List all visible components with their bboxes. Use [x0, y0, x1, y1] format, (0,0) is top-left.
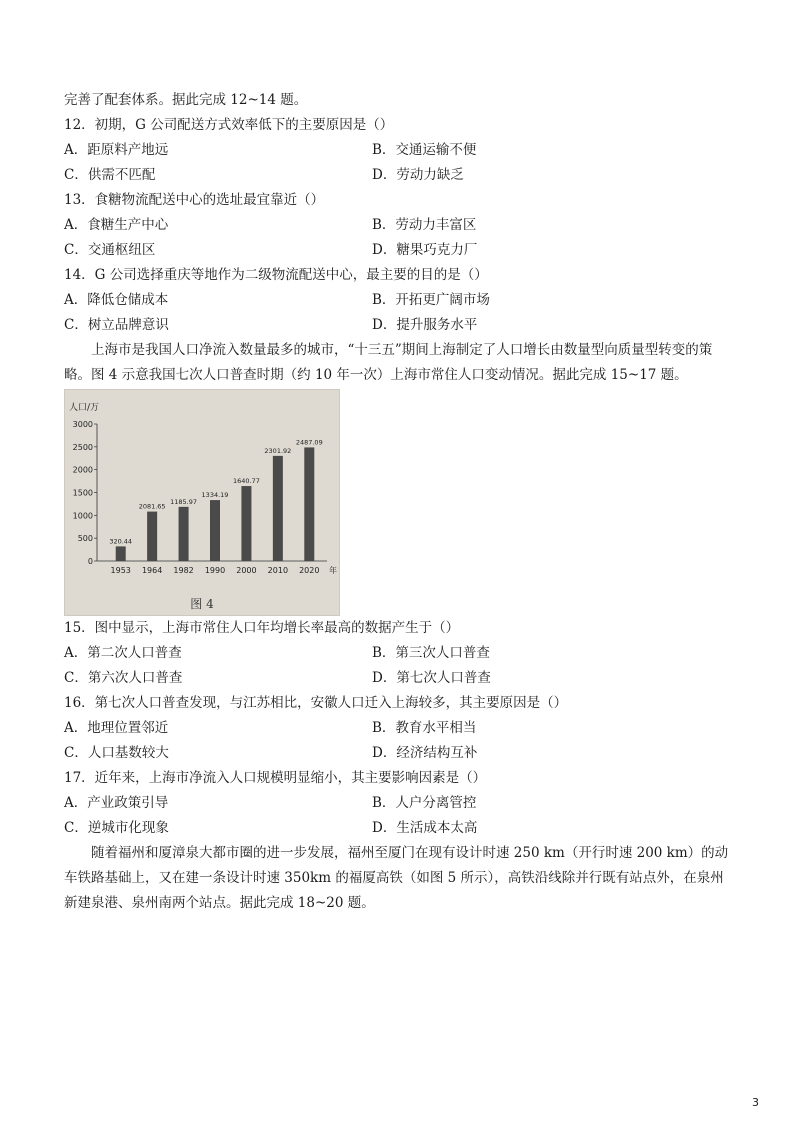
y-tick-label: 2000: [72, 465, 93, 475]
bar-1953: [116, 546, 126, 561]
value-label-2010: 2301.92: [264, 446, 292, 455]
value-label-1964: 2081.65: [138, 502, 166, 511]
bar-1964: [147, 512, 157, 561]
question-14-option-d: D．提升服务水平: [372, 317, 478, 333]
question-13-option-c: C．交通枢纽区: [64, 242, 156, 258]
y-tick-label: 0: [87, 557, 93, 566]
y-tick-label: 1000: [72, 511, 93, 521]
y-axis-label: 人口/万: [69, 403, 100, 413]
population-bar-chart: [65, 390, 339, 615]
question-15-option-c: C．第六次人口普查: [64, 670, 183, 686]
figure-caption: 图 4: [190, 597, 214, 611]
intro-tail-text: 完善了配套体系。据此完成 12~14 题。: [64, 92, 308, 108]
y-tick-label: 1500: [72, 488, 93, 498]
bars-group: [109, 438, 322, 575]
question-12-stem: 12．初期，G 公司配送方式效率低下的主要原因是（）: [64, 117, 394, 133]
y-tick-label: 3000: [72, 420, 93, 429]
question-13-option-a: A．食糖生产中心: [64, 217, 169, 233]
x-tick-label-1982: 1982: [173, 566, 194, 575]
bar-2010: [273, 456, 283, 561]
question-16-option-d: D．经济结构互补: [372, 745, 478, 761]
x-tick-label-2020: 2020: [299, 566, 320, 575]
x-axis-label: 年: [329, 566, 337, 575]
y-axis-ticks: [73, 420, 97, 566]
question-16-stem: 16．第七次人口普查发现，与江苏相比，安徽人口迁入上海较多，其主要原因是（）: [64, 695, 568, 711]
fujian-material-paragraph: 随着福州和厦漳泉大都市圈的进一步发展，福州至厦门在现有设计时速 250 km（开行时速 200 km）的动车铁路基础上，又在建一条设计时速 350km 的福厦高铁（如图 5 所示），高铁沿线除并行既有站点外，在泉州新建泉港、泉州南两个站点。据此完成 18~20 题。: [64, 845, 729, 911]
question-17-option-d: D．生活成本太高: [372, 820, 478, 836]
question-17-option-a: A．产业政策引导: [64, 795, 169, 811]
bar-2000: [241, 486, 251, 561]
question-15-option-a: A．第二次人口普查: [64, 645, 182, 661]
question-15-option-d: D．第七次人口普查: [372, 670, 491, 686]
figure-4-chart: [64, 389, 340, 616]
x-tick-label-2000: 2000: [236, 566, 257, 575]
question-12-option-a: A．距原料产地远: [64, 142, 169, 158]
question-14-option-c: C．树立品牌意识: [64, 317, 169, 333]
question-14-option-b: B．开拓更广阔市场: [372, 292, 490, 308]
value-label-1990: 1334.19: [201, 491, 229, 500]
y-tick-label: 2500: [72, 442, 93, 452]
question-16-option-a: A．地理位置邻近: [64, 720, 169, 736]
y-tick-label: 500: [77, 534, 93, 544]
question-13-stem: 13．食糖物流配送中心的选址最宜靠近（）: [64, 192, 325, 208]
shanghai-material-paragraph: 上海市是我国人口净流入数量最多的城市，“十三五”期间上海制定了人口增长由数量型向质量型转变的策略。图 4 示意我国七次人口普查时期（约 10 年一次）上海市常住人口变动情况。据此完成 15~17 题。: [64, 342, 713, 383]
page-number: 3: [752, 1096, 759, 1109]
value-label-1982: 1185.97: [170, 497, 198, 506]
x-tick-label-2010: 2010: [267, 566, 289, 575]
question-17-stem: 17．近年来，上海市净流入人口规模明显缩小，其主要影响因素是（）: [64, 770, 487, 786]
question-15-option-b: B．第三次人口普查: [372, 645, 490, 661]
question-12-option-b: B．交通运输不便: [372, 142, 477, 158]
question-13-option-d: D．糖果巧克力厂: [372, 242, 478, 258]
question-12-option-d: D．劳动力缺乏: [372, 167, 464, 183]
bar-1982: [179, 507, 189, 561]
question-14-option-a: A．降低仓储成本: [64, 292, 169, 308]
question-16-option-b: B．教育水平相当: [372, 720, 477, 736]
question-17-option-c: C．逆城市化现象: [64, 820, 169, 836]
bar-1990: [210, 500, 220, 561]
x-tick-label-1990: 1990: [204, 566, 226, 575]
question-12-option-c: C．供需不匹配: [64, 167, 156, 183]
question-14-stem: 14．G 公司选择重庆等地作为二级物流配送中心，最主要的目的是（）: [64, 267, 488, 283]
x-tick-label-1953: 1953: [110, 566, 131, 575]
value-label-2020: 2487.09: [295, 438, 323, 447]
question-16-option-c: C．人口基数较大: [64, 745, 169, 761]
x-tick-label-1964: 1964: [141, 566, 163, 575]
question-17-option-b: B．人户分离管控: [372, 795, 477, 811]
value-label-2000: 1640.77: [232, 477, 260, 486]
value-label-1953: 320.44: [109, 537, 133, 546]
bar-2020: [304, 447, 314, 561]
question-15-stem: 15．图中显示，上海市常住人口年均增长率最高的数据产生于（）: [64, 620, 460, 636]
question-13-option-b: B．劳动力丰富区: [372, 217, 477, 233]
